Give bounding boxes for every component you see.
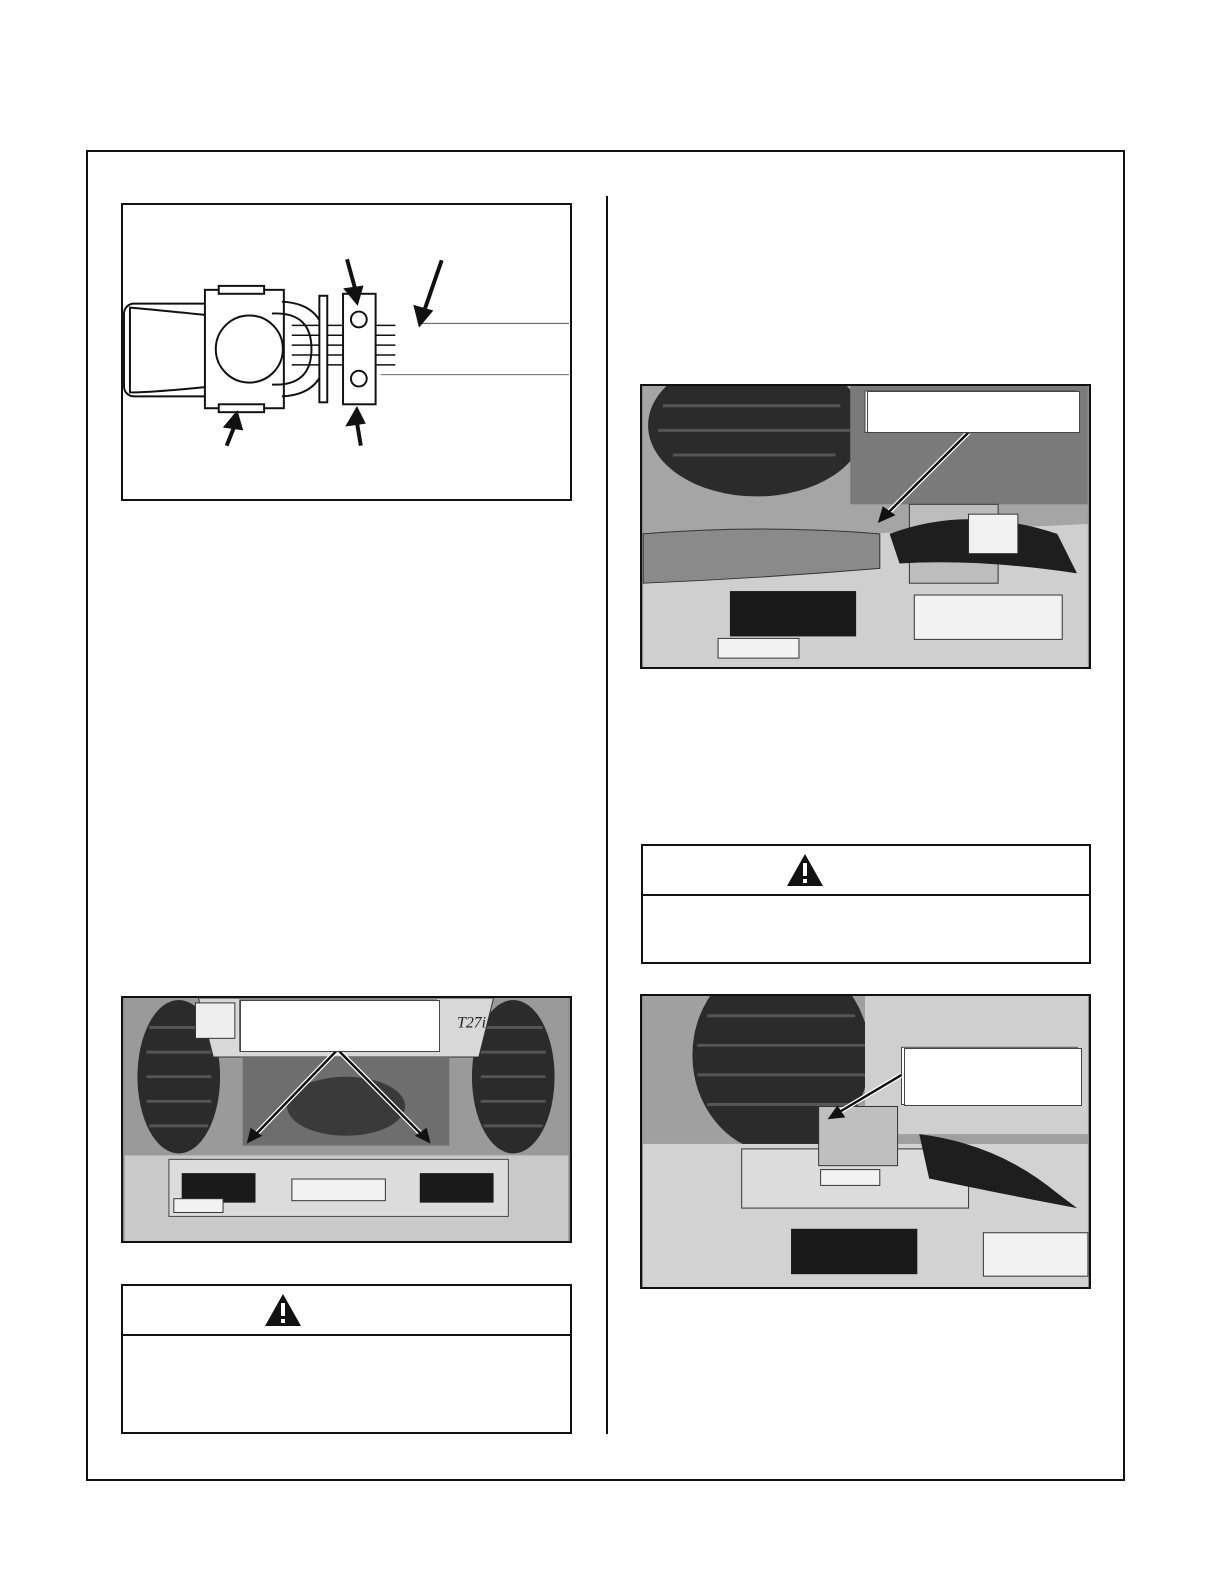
warning-triangle-icon [785, 852, 825, 888]
callout-label [904, 1048, 1082, 1106]
warning-triangle-icon [263, 1292, 303, 1328]
warning-header [123, 1286, 570, 1336]
warning-box-left [121, 1284, 572, 1434]
driveline-u-joint-illustration [123, 205, 570, 499]
callout-label [240, 1000, 440, 1052]
warning-box-right [641, 844, 1091, 964]
hitch-pin-photo-bottom [640, 994, 1091, 1289]
model-decal: T27i [457, 1014, 487, 1032]
deck-hitch-photo-rear [121, 996, 572, 1243]
column-divider [606, 196, 608, 1434]
warning-header [643, 846, 1089, 896]
hitch-pin-photo-top [640, 384, 1091, 669]
callout-label [867, 391, 1080, 433]
driveline-diagram [121, 203, 572, 501]
